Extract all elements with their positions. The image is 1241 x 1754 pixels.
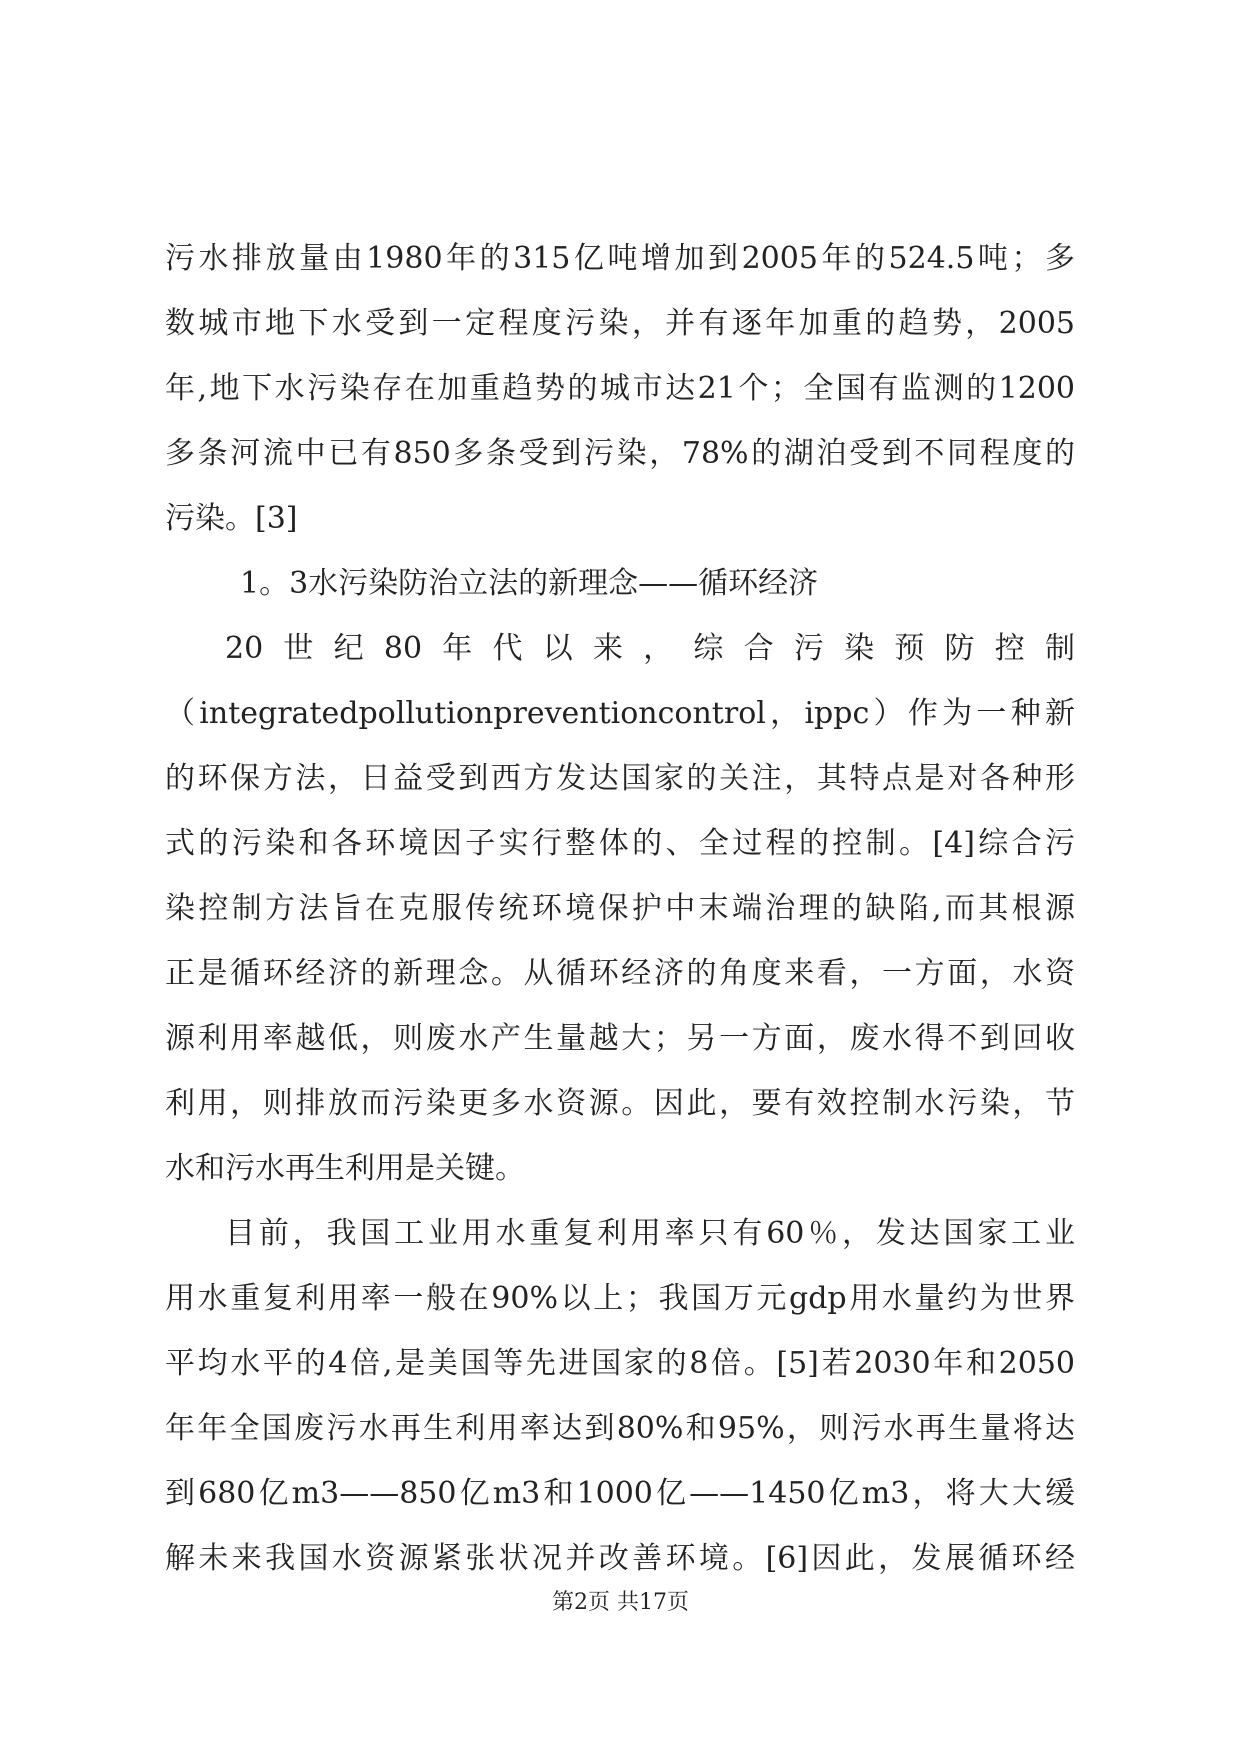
text-line: 的环保方法，日益受到西方发达国家的关注，其特点是对各种形 (165, 761, 1075, 796)
text-line: 源利用率越低，则废水产生量越大；另一方面，废水得不到回收 (165, 1021, 1075, 1056)
text-line: 式的污染和各环境因子实行整体的、全过程的控制。[4]综合污 (165, 826, 1075, 861)
text-line: 正是循环经济的新理念。从循环经济的角度来看，一方面，水资 (165, 956, 1075, 991)
text-line: 数城市地下水受到一定程度污染，并有逐年加重的趋势，2005 (165, 306, 1075, 341)
text-line: 水和污水再生利用是关键。 (165, 1151, 525, 1186)
text-line: （integratedpollutionpreventioncontrol，ippc）作为一种新 (165, 696, 1075, 731)
text-line: 平均水平的4倍,是美国等先进国家的8倍。[5]若2030年和2050 (165, 1346, 1075, 1381)
text-line: 污染。[3] (165, 501, 298, 536)
section-heading: 1。3水污染防治立法的新理念——循环经济 (240, 566, 819, 601)
text-line: 污水排放量由1980年的315亿吨增加到2005年的524.5吨；多 (165, 241, 1075, 276)
text-line: 染控制方法旨在克服传统环境保护中末端治理的缺陷,而其根源 (165, 891, 1075, 926)
text-line: 年,地下水污染存在加重趋势的城市达21个；全国有监测的1200 (165, 371, 1075, 406)
text-line: 用水重复利用率一般在90%以上；我国万元gdp用水量约为世界 (165, 1281, 1075, 1316)
body-text (165, 226, 1075, 1591)
text-line: 解未来我国水资源紧张状况并改善环境。[6]因此，发展循环经 (165, 1541, 1075, 1576)
text-line: 利用，则排放而污染更多水资源。因此，要有效控制水污染，节 (165, 1086, 1075, 1121)
text-line: 多条河流中已有850多条受到污染，78%的湖泊受到不同程度的 (165, 436, 1075, 471)
text-line: 到680亿m3——850亿m3和1000亿——1450亿m3，将大大缓 (165, 1476, 1075, 1511)
text-line: 20世纪80年代以来，综合污染预防控制 (225, 631, 1075, 666)
text-line: 目前，我国工业用水重复利用率只有60％，发达国家工业 (225, 1216, 1075, 1251)
text-line: 年年全国废污水再生利用率达到80%和95%，则污水再生量将达 (165, 1411, 1075, 1446)
page-number-footer: 第2页 共17页 (552, 1590, 689, 1615)
